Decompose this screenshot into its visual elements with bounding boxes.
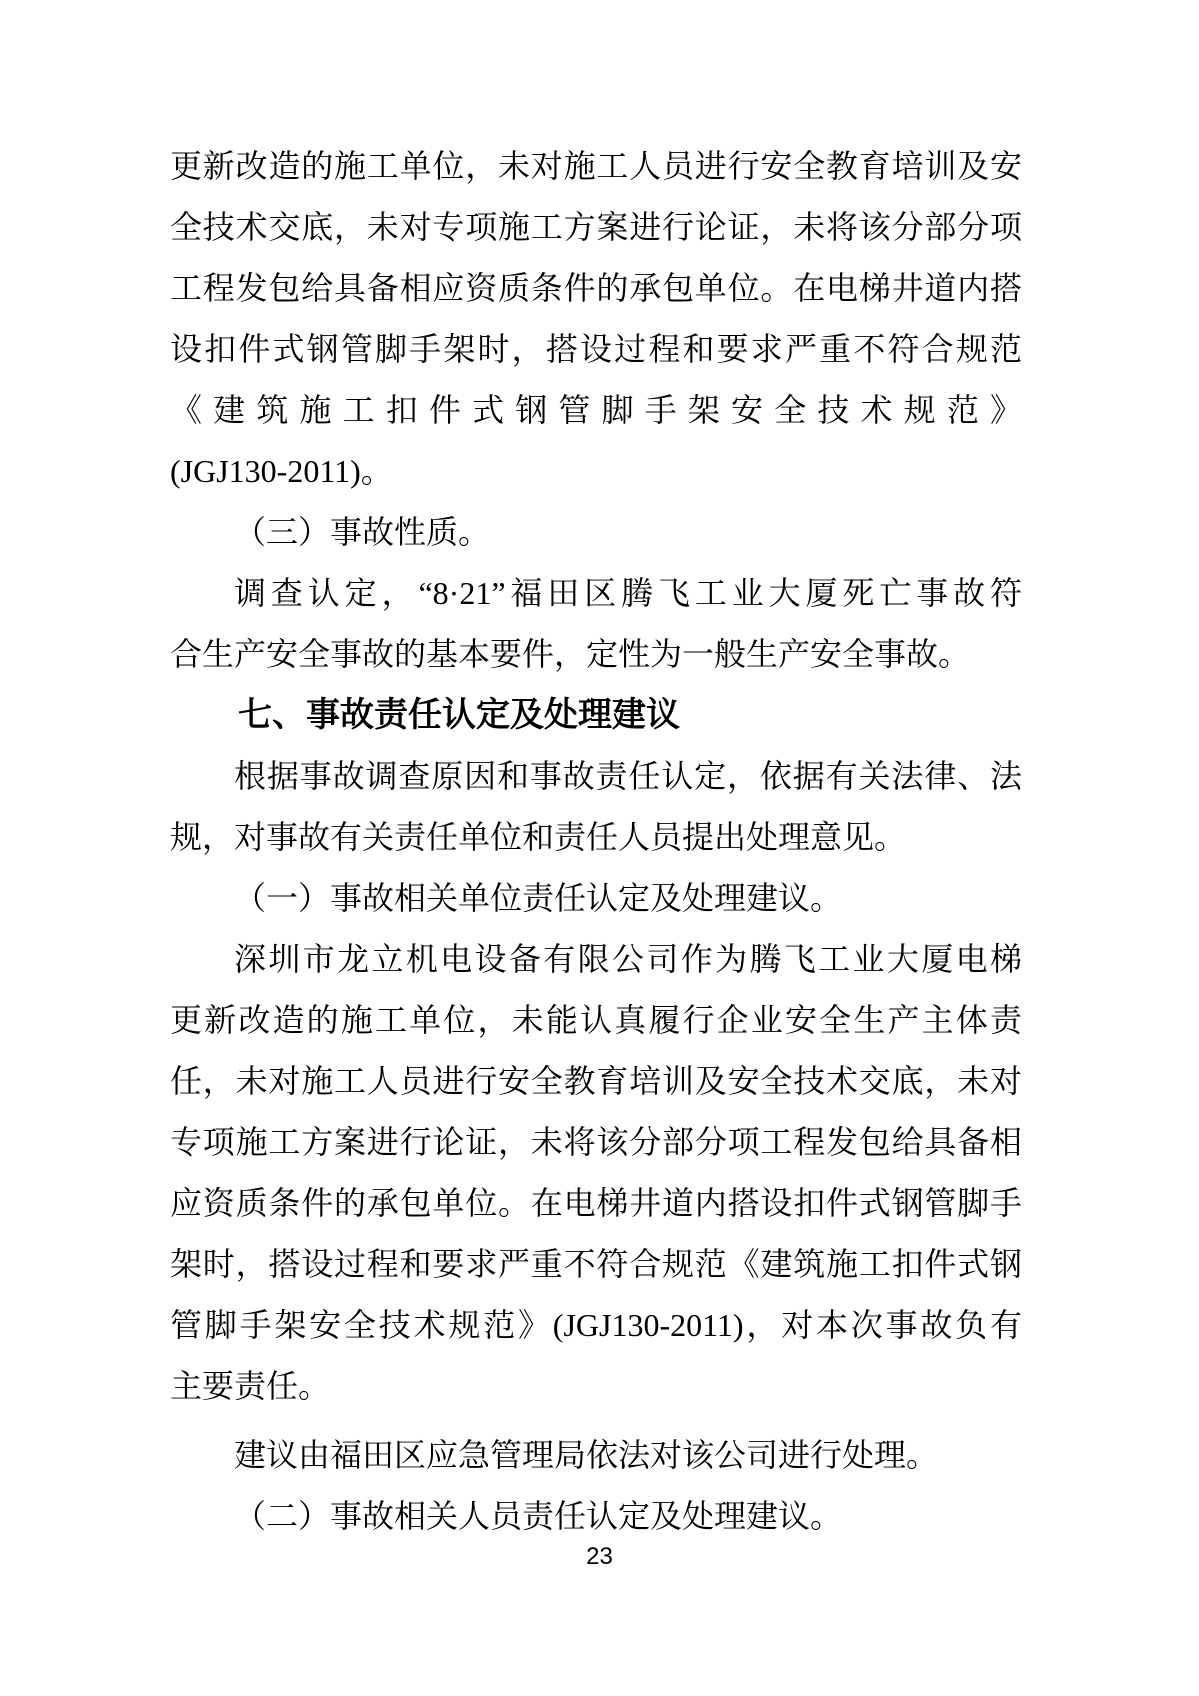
text-line: 规，对事故有关责任单位和责任人员提出处理意见。 <box>170 819 907 855</box>
text-line: 应资质条件的承包单位。在电梯井道内搭设扣件式钢管脚手 <box>170 1185 1022 1221</box>
text-line: 建议由福田区应急管理局依法对该公司进行处理。 <box>234 1437 939 1473</box>
text-line: 根据事故调查原因和事故责任认定，依据有关法律、法 <box>234 758 1022 794</box>
text-line: （二）事故相关人员责任认定及处理建议。 <box>234 1498 843 1534</box>
page-number: 23 <box>586 1543 613 1570</box>
text-line: 调查认定，“8·21”福田区腾飞工业大厦死亡事故符 <box>234 575 1022 611</box>
text-line: 主要责任。 <box>170 1368 331 1404</box>
text-line: 更新改造的施工单位，未能认真履行企业安全生产主体责 <box>170 1002 1022 1038</box>
text-line: 管脚手架安全技术规范》(JGJ130-2011)，对本次事故负有 <box>170 1307 1022 1343</box>
page-footer <box>0 1543 1199 1571</box>
text-line: (JGJ130-2011)。 <box>170 453 393 489</box>
section-heading: 七、事故责任认定及处理建议 <box>238 696 680 734</box>
text-line: 专项施工方案进行论证，未将该分部分项工程发包给具备相 <box>170 1124 1022 1160</box>
text-line: 任，未对施工人员进行安全教育培训及安全技术交底，未对 <box>170 1063 1022 1099</box>
text-line: （三）事故性质。 <box>234 514 491 550</box>
text-line: 架时，搭设过程和要求严重不符合规范《建筑施工扣件式钢 <box>170 1246 1022 1282</box>
text-line: 设扣件式钢管脚手架时，搭设过程和要求严重不符合规范 <box>170 331 1022 367</box>
text-block <box>170 136 1022 1547</box>
text-line: 工程发包给具备相应资质条件的承包单位。在电梯井道内搭 <box>170 270 1022 306</box>
text-line: 全技术交底，未对专项施工方案进行论证，未将该分部分项 <box>170 209 1022 245</box>
text-line: 深圳市龙立机电设备有限公司作为腾飞工业大厦电梯 <box>234 941 1022 977</box>
text-line: 更新改造的施工单位，未对施工人员进行安全教育培训及安 <box>170 148 1022 184</box>
text-line: 合生产安全事故的基本要件，定性为一般生产安全事故。 <box>170 636 971 672</box>
text-line: （一）事故相关单位责任认定及处理建议。 <box>234 880 843 916</box>
text-line: 《建筑施工扣件式钢管脚手架安全技术规范》 <box>170 392 1022 428</box>
